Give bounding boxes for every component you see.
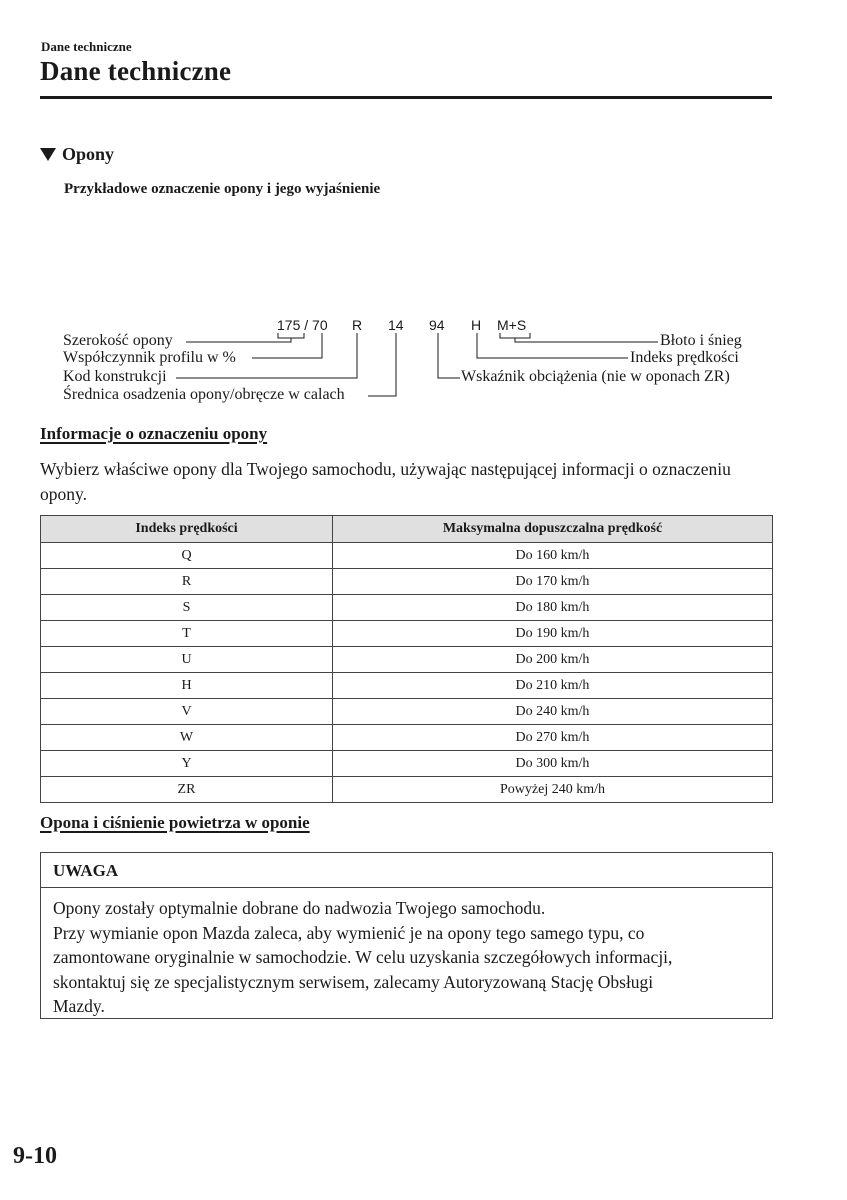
tire-diagram (0, 0, 847, 420)
label-aspect-ratio: Współczynnik profilu w % (63, 349, 236, 366)
speed-index-cell: W (41, 725, 333, 751)
speed-index-table (40, 515, 773, 803)
speed-index-cell: S (41, 595, 333, 621)
table-header-row (41, 516, 773, 543)
tire-code-construction: R (352, 317, 363, 333)
note-line: Mazdy. (53, 996, 105, 1016)
info-intro: Wybierz właściwe opony dla Twojego samochodu, używając następującej informacji o oznaczeniu opony. (40, 459, 731, 504)
page-title: Dane techniczne (40, 56, 232, 86)
tire-code-size: 175 / 70 (277, 317, 328, 333)
note-box (40, 852, 773, 1019)
table-row (41, 725, 773, 751)
table-row (41, 647, 773, 673)
max-speed-cell: Do 240 km/h (333, 699, 773, 725)
note-body (41, 888, 772, 1019)
note-line: Opony zostały optymalnie dobrane do nadwozia Twojego samochodu. (53, 898, 546, 918)
section-title: Opony (62, 144, 115, 164)
table-row (41, 543, 773, 569)
note-line: zamontowane oryginalnie w samochodzie. W celu uzyskania szczegółowych informacji, (53, 947, 673, 967)
note-line: Przy wymianie opon Mazda zaleca, aby wymienić je na opony tego samego typu, co (53, 922, 645, 943)
max-speed-cell: Do 270 km/h (333, 725, 773, 751)
column-header-speed-index: Indeks prędkości (41, 516, 333, 543)
pressure-heading: Opona i ciśnienie powietrza w oponie (40, 813, 310, 832)
table-row (41, 699, 773, 725)
table-row (41, 621, 773, 647)
label-construction: Kod konstrukcji (63, 368, 167, 385)
label-tire-width: Szerokość opony (63, 332, 173, 349)
note-line: skontaktuj się ze specjalistycznym serwisem, zalecamy Autoryzowaną Stację Obsługi (53, 971, 654, 992)
speed-index-cell: H (41, 673, 333, 699)
info-heading: Informacje o oznaczeniu opony (40, 424, 268, 443)
tire-code-load: 94 (429, 317, 445, 333)
max-speed-cell: Do 190 km/h (333, 621, 773, 647)
section-subtitle: Przykładowe oznaczenie opony i jego wyjaśnienie (64, 181, 381, 197)
speed-index-cell: Q (41, 543, 333, 569)
note-title: UWAGA (41, 853, 772, 888)
running-head: Dane techniczne (41, 39, 132, 54)
table-row (41, 751, 773, 777)
max-speed-cell: Do 210 km/h (333, 673, 773, 699)
table-row (41, 595, 773, 621)
max-speed-cell: Do 160 km/h (333, 543, 773, 569)
speed-index-cell: U (41, 647, 333, 673)
max-speed-cell: Do 180 km/h (333, 595, 773, 621)
tire-code-speed: H (471, 317, 482, 333)
label-speed-index: Indeks prędkości (630, 349, 739, 366)
tire-code-mud-snow: M+S (497, 317, 527, 333)
table-row (41, 673, 773, 699)
max-speed-cell: Do 300 km/h (333, 751, 773, 777)
table-row (41, 569, 773, 595)
label-load-index: Wskaźnik obciążenia (nie w oponach ZR) (461, 368, 730, 385)
speed-index-cell: T (41, 621, 333, 647)
table-row (41, 777, 773, 803)
speed-index-cell: Y (41, 751, 333, 777)
tire-code-rim: 14 (388, 317, 404, 333)
label-rim-diameter: Średnica osadzenia opony/obręcze w calach (63, 386, 345, 403)
speed-index-cell: R (41, 569, 333, 595)
speed-index-cell: ZR (41, 777, 333, 803)
max-speed-cell: Do 170 km/h (333, 569, 773, 595)
page-number: 9-10 (13, 1143, 57, 1169)
max-speed-cell: Powyżej 240 km/h (333, 777, 773, 803)
column-header-max-speed: Maksymalna dopuszczalna prędkość (333, 516, 773, 543)
label-mud-snow: Błoto i śnieg (660, 332, 742, 349)
speed-index-cell: V (41, 699, 333, 725)
max-speed-cell: Do 200 km/h (333, 647, 773, 673)
